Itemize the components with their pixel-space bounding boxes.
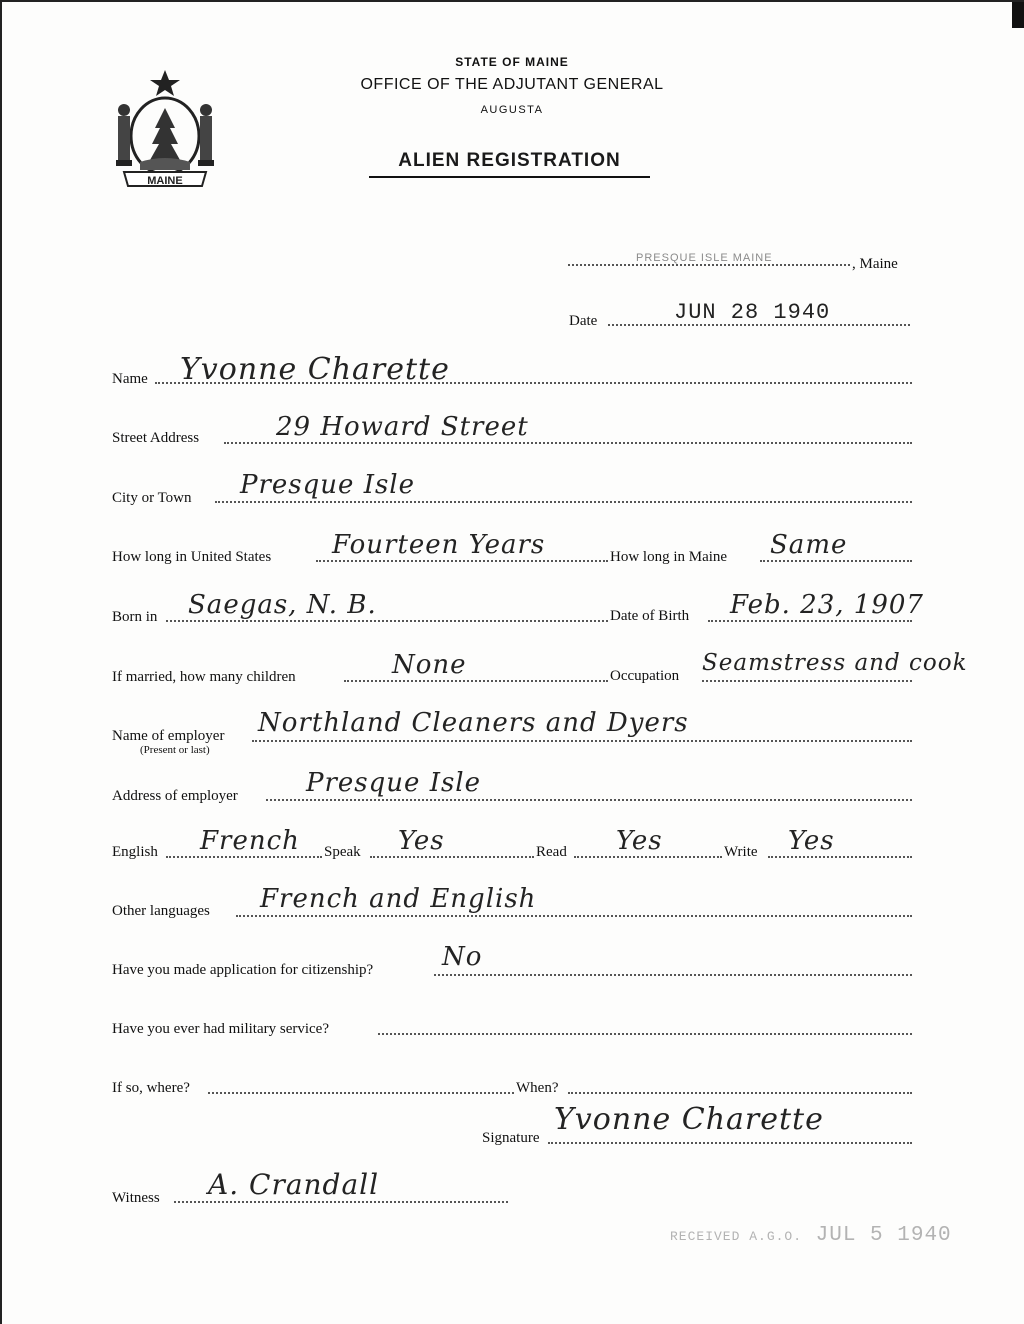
citizenship-label: Have you made application for citizenship? <box>112 962 374 978</box>
write-value: Yes <box>788 826 835 856</box>
where-line <box>208 1092 514 1094</box>
form-title: ALIEN REGISTRATION <box>369 150 650 178</box>
signature-line <box>548 1142 912 1144</box>
how-long-us-line <box>316 560 608 562</box>
dob-value: Feb. 23, 1907 <box>730 590 924 620</box>
how-long-maine-label: How long in Maine <box>610 549 728 565</box>
received-stamp-date: JUL 5 1940 <box>815 1224 952 1247</box>
street-line <box>224 442 912 444</box>
signature-label: Signature <box>482 1130 540 1146</box>
svg-text:MAINE: MAINE <box>147 175 183 187</box>
other-languages-label: Other languages <box>112 903 210 919</box>
location-stamp: PRESQUE ISLE MAINE <box>636 252 773 264</box>
where-label: If so, where? <box>112 1080 190 1096</box>
read-value: Yes <box>616 826 663 856</box>
city-line <box>215 501 912 503</box>
office-heading: OFFICE OF THE ADJUTANT GENERAL <box>360 76 664 93</box>
date-stamp: JUN 28 1940 <box>674 300 831 325</box>
location-suffix: , Maine <box>852 256 898 272</box>
read-line <box>574 856 722 858</box>
city-heading: AUGUSTA <box>480 104 544 116</box>
other-languages-value: French and English <box>260 884 537 914</box>
citizenship-value: No <box>442 942 483 972</box>
dob-label: Date of Birth <box>610 608 690 624</box>
received-stamp <box>670 1224 952 1247</box>
english-line <box>166 856 322 858</box>
how-long-maine-value: Same <box>770 530 848 560</box>
page-corner <box>1012 2 1024 28</box>
occupation-label: Occupation <box>610 668 680 684</box>
street-label: Street Address <box>112 430 200 446</box>
when-line <box>568 1092 912 1094</box>
other-languages-line <box>236 915 912 917</box>
employer-address-value: Presque Isle <box>306 768 482 798</box>
state-seal-icon <box>110 66 220 190</box>
employer-address-line <box>266 799 912 801</box>
witness-value: A. Crandall <box>208 1168 380 1201</box>
occupation-value: Seamstress and cook <box>702 650 968 676</box>
witness-line <box>174 1201 508 1203</box>
received-stamp-prefix: RECEIVED A.G.O. <box>670 1229 803 1244</box>
english-value: French <box>200 826 300 856</box>
city-value: Presque Isle <box>240 470 416 500</box>
how-long-us-value: Fourteen Years <box>332 530 546 560</box>
children-line <box>344 680 608 682</box>
military-label: Have you ever had military service? <box>112 1021 329 1037</box>
children-value: None <box>392 650 467 680</box>
write-line <box>768 856 912 858</box>
employer-sublabel: (Present or last) <box>140 744 210 756</box>
citizenship-line <box>434 974 912 976</box>
speak-line <box>370 856 534 858</box>
street-value: 29 Howard Street <box>276 412 529 442</box>
born-in-label: Born in <box>112 609 158 625</box>
how-long-maine-line <box>760 560 912 562</box>
read-label: Read <box>536 844 567 860</box>
born-in-line <box>166 620 608 622</box>
dob-line <box>708 620 912 622</box>
location-line <box>568 264 850 266</box>
how-long-us-label: How long in United States <box>112 549 272 565</box>
signature-value: Yvonne Charette <box>554 1102 824 1137</box>
employer-line <box>252 740 912 742</box>
children-label: If married, how many children <box>112 669 296 685</box>
witness-label: Witness <box>112 1190 160 1206</box>
military-line <box>378 1033 912 1035</box>
employer-value: Northland Cleaners and Dyers <box>258 708 689 738</box>
state-heading: STATE OF MAINE <box>455 55 569 69</box>
write-label: Write <box>724 844 758 860</box>
date-label: Date <box>569 313 598 329</box>
name-value: Yvonne Charette <box>180 352 450 387</box>
when-label: When? <box>516 1080 559 1096</box>
born-in-value: Saegas, N. B. <box>188 590 377 620</box>
occupation-line <box>702 680 912 682</box>
employer-address-label: Address of employer <box>112 788 238 804</box>
name-label: Name <box>112 371 148 387</box>
speak-label: Speak <box>324 844 361 860</box>
employer-label: Name of employer <box>112 728 225 744</box>
english-label: English <box>112 844 158 860</box>
city-label: City or Town <box>112 490 192 506</box>
speak-value: Yes <box>398 826 445 856</box>
